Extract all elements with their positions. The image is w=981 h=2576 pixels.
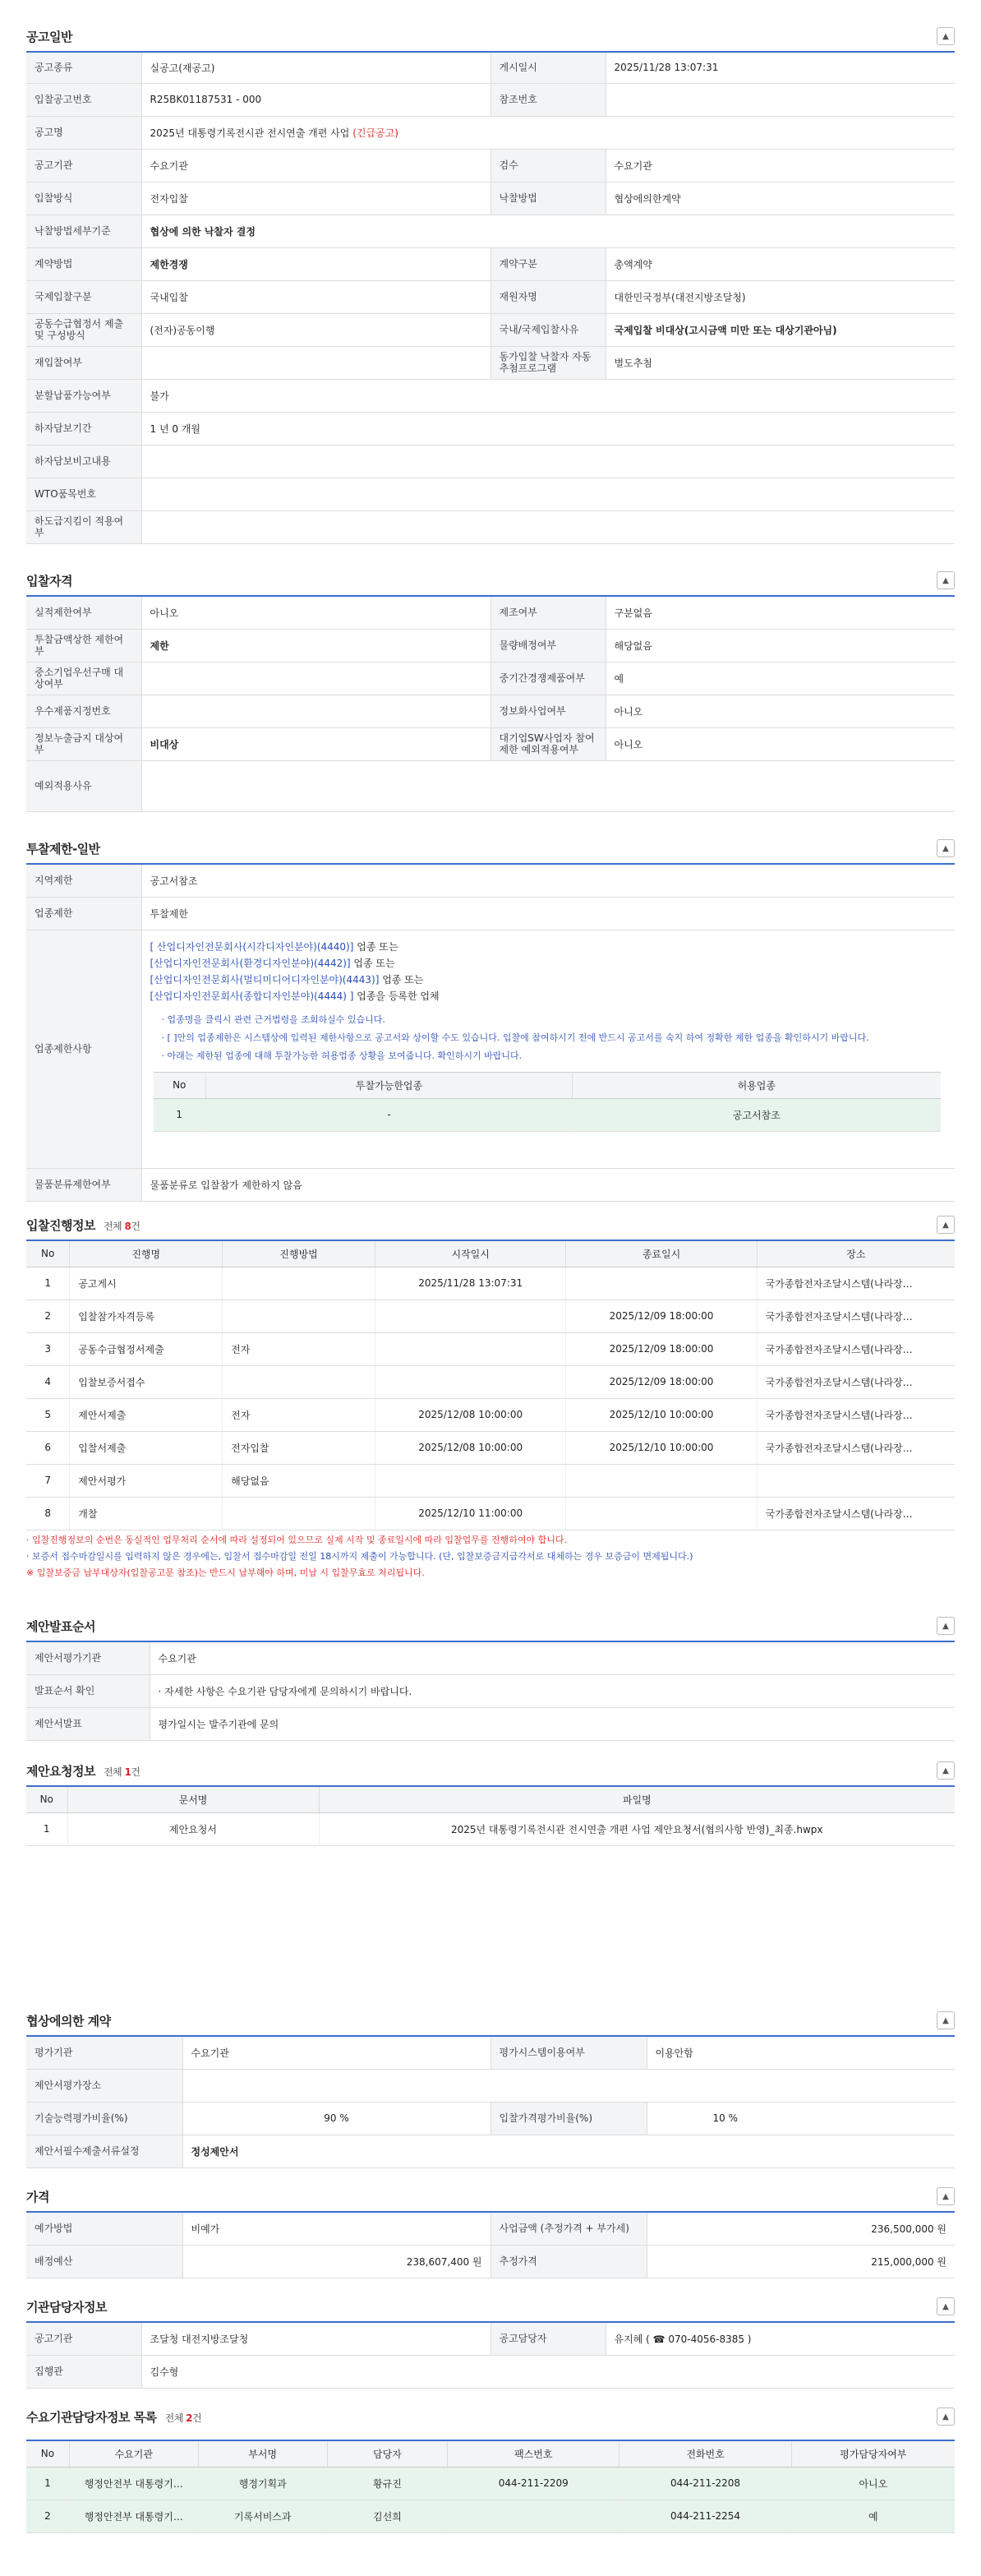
cell: 2025/12/10 10:00:00 (566, 1431, 757, 1464)
label: 게시일시 (490, 52, 606, 83)
col-allowed-industry: 허용업종 (573, 1072, 941, 1098)
cell (375, 1464, 566, 1497)
label: 평가시스템이용여부 (490, 2036, 647, 2069)
value: 236,500,000 원 (647, 2212, 955, 2245)
value: 구분없음 (606, 596, 955, 629)
label: 공고종류 (26, 52, 141, 83)
col-header: 종료일시 (566, 1240, 757, 1267)
value (141, 445, 955, 478)
section-title: 수요기관담당자정보 목록 (26, 2409, 157, 2425)
cell: 2025/12/10 11:00:00 (375, 1497, 566, 1530)
cell (757, 1464, 955, 1497)
col-header: No (26, 1240, 70, 1267)
value: (전자)공동이행 (141, 313, 490, 346)
cell: 제안서제출 (70, 1398, 223, 1431)
industry-suffix: 업종을 등록한 업체 (353, 990, 440, 1002)
kv-row (26, 83, 955, 116)
value: 평가일시는 발주기관에 문의 (150, 1707, 955, 1740)
section-title: 투찰제한-일반 (26, 841, 100, 856)
label: 재입찰여부 (26, 346, 141, 379)
col-header: 수요기관 (69, 2440, 198, 2467)
total-count: 전체 8건 (103, 1220, 140, 1232)
value: 수요기관 (141, 149, 490, 182)
kv-row (26, 727, 955, 760)
cell: 제안서평가 (70, 1464, 223, 1497)
label: 집행관 (26, 2355, 141, 2388)
cell: 2 (26, 1300, 70, 1332)
cell: 입찰참가자격등록 (70, 1300, 223, 1332)
value: 실공고(재공고) (141, 52, 490, 83)
goods-limit-label: 물품분류제한여부 (26, 1168, 141, 1201)
collapse-toggle-icon[interactable]: ▲ (937, 27, 955, 45)
kv-row (26, 280, 955, 313)
value: 김수형 (141, 2355, 955, 2388)
table-row (26, 1398, 955, 1431)
allowed-industry-table (154, 1072, 941, 1132)
value: 조달청 대전지방조달청 (141, 2322, 490, 2355)
cell (566, 1464, 757, 1497)
label: 하자담보기간 (26, 412, 141, 445)
label: 계약방법 (26, 247, 141, 280)
table-row (26, 1365, 955, 1398)
industry-notes (162, 1011, 947, 1065)
cell: 공고게시 (70, 1267, 223, 1300)
section-negotiated-contract (26, 2006, 955, 2168)
section-title: 제안요청정보 (26, 1763, 95, 1779)
value: 국제입찰 비대상(고시금액 미만 또는 대상기관아님) (606, 313, 955, 346)
label: 제조여부 (490, 596, 606, 629)
cell: 2025/11/28 13:07:31 (375, 1267, 566, 1300)
industry-suffix: 업종 또는 (379, 973, 424, 986)
value (182, 2069, 955, 2102)
kv-row (26, 662, 955, 695)
cell (566, 1497, 757, 1530)
note-bullet: · 업종명을 클릭시 관련 근거법령을 조회하실수 있습니다. (161, 1013, 385, 1025)
industry-link[interactable]: [ 산업디자인전문회사(시각디자인분야)(4440)] (150, 940, 354, 953)
cell: 공동수급협정서제출 (70, 1332, 223, 1365)
label: 예외적용사유 (26, 760, 141, 811)
section-bid-restriction (26, 833, 955, 1202)
value: 비예가 (182, 2212, 490, 2245)
cell: - (206, 1098, 573, 1131)
label: 대기업SW사업자 참여제한 예외적용여부 (490, 727, 606, 760)
value (141, 116, 955, 149)
section-title: 공고일반 (26, 29, 72, 44)
cell: 국가종합전자조달시스템(나라장… (757, 1497, 955, 1530)
value: 아니오 (606, 727, 955, 760)
industry-link[interactable]: [산업디자인전문회사(멀티미디어디자인분야)(4443)] (150, 973, 380, 986)
label: 기술능력평가비율(%) (26, 2102, 182, 2135)
kv-row (26, 412, 955, 445)
cell: 전자입찰 (223, 1431, 375, 1464)
file-link[interactable]: 2025년 대통령기록전시관 전시연출 개편 사업 제안요청서(협의사항 반영)_최종.hwpx (319, 1812, 955, 1845)
label: 참조번호 (490, 83, 606, 116)
value (141, 760, 955, 811)
col-bid-industry: 투찰가능한업종 (206, 1072, 573, 1098)
value: 불가 (141, 379, 955, 412)
cell (223, 1300, 375, 1332)
cell: 1 (26, 1267, 70, 1300)
industry-line (150, 972, 947, 988)
kv-row (26, 510, 955, 543)
section-demand-contacts (26, 2402, 955, 2533)
label: 공고기관 (26, 2322, 141, 2355)
cell: 6 (26, 1431, 70, 1464)
table-row (26, 1332, 955, 1365)
price-table (26, 2211, 955, 2278)
kv-row (26, 247, 955, 280)
cell: 3 (26, 1332, 70, 1365)
cell: 044-211-2208 (619, 2467, 791, 2500)
value: 수요기관 (182, 2036, 490, 2069)
cell: 전자 (223, 1332, 375, 1365)
cell: 기록서비스과 (198, 2500, 327, 2532)
label: 분할납품가능여부 (26, 379, 141, 412)
kv-row (26, 182, 955, 215)
contract-table (26, 2035, 955, 2168)
industry-limit-value: 투찰제한 (141, 897, 955, 930)
section-title: 입찰자격 (26, 573, 72, 589)
urgent-badge: (긴급공고) (352, 127, 398, 139)
label: 실적제한여부 (26, 596, 141, 629)
label: 제안서필수제출서류설정 (26, 2135, 182, 2167)
industry-suffix: 업종 또는 (353, 940, 398, 953)
col-header: 평가담당자여부 (791, 2440, 955, 2467)
cell: 아니오 (791, 2467, 955, 2500)
collapse-toggle-icon[interactable]: ▲ (937, 2297, 955, 2315)
industry-link[interactable]: [산업디자인전문회사(환경디자인분야)(4442)] (150, 957, 351, 969)
label: 입찰가격평가비율(%) (490, 2102, 647, 2135)
table-row (26, 2467, 955, 2500)
cell: 국가종합전자조달시스템(나라장… (757, 1267, 955, 1300)
progress-note: ※ 입찰보증금 납부대상자(입찰공고문 참조)는 반드시 납부해야 하며, 미납 시 입찰무효로 처리됩니다. (26, 1567, 425, 1578)
collapse-toggle-icon[interactable]: ▲ (937, 2011, 955, 2029)
cell: 1 (26, 1812, 67, 1845)
cell: 4 (26, 1365, 70, 1398)
table-row (26, 1497, 955, 1530)
label: WTO품목번호 (26, 478, 141, 510)
collapse-toggle-icon[interactable]: ▲ (937, 571, 955, 589)
region-limit-value: 공고서참조 (141, 864, 955, 897)
cell: 044-211-2254 (619, 2500, 791, 2532)
table-row (26, 1300, 955, 1332)
col-header: 진행명 (70, 1240, 223, 1267)
cell (375, 1365, 566, 1398)
progress-notes (26, 1532, 955, 1581)
section-title: 가격 (26, 2189, 49, 2204)
industry-suffix: 업종 또는 (350, 957, 395, 969)
label: 하자담보비고내용 (26, 445, 141, 478)
value: 대한민국정부(대전지방조달청) (606, 280, 955, 313)
kv-row (26, 760, 955, 811)
label: 낙찰방법 (490, 182, 606, 215)
cell: 행정안전부 대통령기… (69, 2467, 198, 2500)
progress-table (26, 1240, 955, 1530)
col-no: No (26, 1786, 67, 1812)
collapse-toggle-icon[interactable]: ▲ (937, 839, 955, 857)
label: 정보누출금지 대상여부 (26, 727, 141, 760)
label: 중소기업우선구매 대상여부 (26, 662, 141, 695)
table-row (26, 1464, 955, 1497)
col-file-name: 파일명 (319, 1786, 955, 1812)
total-count: 전체 2건 (164, 2412, 202, 2424)
value: 협상에 의한 낙찰자 결정 (141, 215, 955, 247)
progress-note: · 입찰진행정보의 순번은 동실적인 업무처리 순서에 따라 설정되어 있으므로 실제 시작 및 종료일시에 따라 입찰업무를 진행하여야 합니다. (26, 1534, 567, 1545)
cell: 개찰 (70, 1497, 223, 1530)
value: 이용안함 (647, 2036, 955, 2069)
proposal-file-table (26, 1785, 955, 1846)
kv-row (26, 445, 955, 478)
label: 발표순서 확인 (26, 1674, 150, 1707)
value: 아니오 (606, 695, 955, 727)
label: 제안서발표 (26, 1707, 150, 1740)
value: 수요기관 (606, 149, 955, 182)
kv-row (26, 346, 955, 379)
value: 정성제안서 (182, 2135, 955, 2167)
label: 제안서평가장소 (26, 2069, 182, 2102)
kv-row (26, 478, 955, 510)
cell (223, 1267, 375, 1300)
cell: 행정안전부 대통령기… (69, 2500, 198, 2532)
value: 국내입찰 (141, 280, 490, 313)
qualification-table (26, 595, 955, 812)
progress-note: · 보증서 접수마감일시를 입력하지 않은 경우에는, 입찰서 접수마감일 전일 18시까지 제출이 가능합니다. (단, 입찰보증금지급각서로 대체하는 경우 보증금이 면제됩니다.) (26, 1550, 693, 1562)
label: 공고명 (26, 116, 141, 149)
cell: 2025/12/08 10:00:00 (375, 1431, 566, 1464)
label: 공고담당자 (490, 2322, 606, 2355)
kv-row (26, 116, 955, 149)
col-no: No (154, 1072, 206, 1098)
value: R25BK01187531 - 000 (141, 83, 490, 116)
industry-line (150, 939, 947, 955)
value: 협상에의한계약 (606, 182, 955, 215)
cell: 국가종합전자조달시스템(나라장… (757, 1431, 955, 1464)
value: 아니오 (141, 596, 490, 629)
col-doc-name: 문서명 (67, 1786, 319, 1812)
kv-row (26, 52, 955, 83)
cell: 044-211-2209 (448, 2467, 619, 2500)
table-row (26, 1431, 955, 1464)
cell: 국가종합전자조달시스템(나라장… (757, 1300, 955, 1332)
cell: 제안요청서 (67, 1812, 319, 1845)
cell (375, 1332, 566, 1365)
total-count: 전체 1건 (103, 1766, 140, 1778)
value: 제한 (141, 629, 490, 662)
cell: 2025/12/09 18:00:00 (566, 1300, 757, 1332)
table-row (26, 1267, 955, 1300)
kv-row (26, 629, 955, 662)
col-header: 진행방법 (223, 1240, 375, 1267)
value: 예 (606, 662, 955, 695)
label: 우수제품지정번호 (26, 695, 141, 727)
cell: 8 (26, 1497, 70, 1530)
label: 하도급지킴이 적용여부 (26, 510, 141, 543)
cell: 2025/12/08 10:00:00 (375, 1398, 566, 1431)
value: 1 년 0 개월 (141, 412, 955, 445)
label: 물량배정여부 (490, 629, 606, 662)
section-title: 입찰진행정보 (26, 1217, 95, 1233)
cell: 행정기획과 (198, 2467, 327, 2500)
label: 배정예산 (26, 2245, 182, 2278)
label: 입찰방식 (26, 182, 141, 215)
collapse-toggle-icon[interactable]: ▲ (937, 1617, 955, 1635)
section-price (26, 2181, 955, 2278)
section-bid-qualification (26, 566, 955, 812)
value: 수요기관 (150, 1641, 955, 1674)
cell: 김선희 (327, 2500, 447, 2532)
value: 별도추첨 (606, 346, 955, 379)
section-bid-progress (26, 1210, 955, 1581)
value: 총액계약 (606, 247, 955, 280)
presentation-table (26, 1641, 955, 1741)
label: 공동수급협정서 제출 및 구성방식 (26, 313, 141, 346)
cell: 입찰보증서접수 (70, 1365, 223, 1398)
col-header: 장소 (757, 1240, 955, 1267)
kv-row (26, 149, 955, 182)
cell: 1 (26, 2467, 69, 2500)
label: 정보화사업여부 (490, 695, 606, 727)
value (141, 695, 490, 727)
cell: 5 (26, 1398, 70, 1431)
cell: 2025/12/09 18:00:00 (566, 1365, 757, 1398)
table-row (26, 2500, 955, 2532)
cell: 7 (26, 1464, 70, 1497)
cell: 2025/12/09 18:00:00 (566, 1332, 757, 1365)
label: 예가방법 (26, 2212, 182, 2245)
kv-row (26, 313, 955, 346)
col-header: 팩스번호 (448, 2440, 619, 2467)
label: 재원자명 (490, 280, 606, 313)
industry-limit-label: 업종제한 (26, 897, 141, 930)
col-header: 부서명 (198, 2440, 327, 2467)
industry-list (150, 939, 947, 1004)
value (141, 510, 955, 543)
value: · 자세한 사항은 수요기관 담당자에게 문의하시기 바랍니다. (150, 1674, 955, 1707)
cell: 황규진 (327, 2467, 447, 2500)
label: 공고기관 (26, 149, 141, 182)
cell: 예 (791, 2500, 955, 2532)
cell (223, 1365, 375, 1398)
label: 중기간경쟁제품여부 (490, 662, 606, 695)
section-title: 제안발표순서 (26, 1618, 95, 1634)
collapse-toggle-icon[interactable]: ▲ (937, 2187, 955, 2205)
cell (566, 1267, 757, 1300)
label: 평가기관 (26, 2036, 182, 2069)
section-agency-contact (26, 2292, 955, 2389)
industry-line (150, 988, 947, 1004)
label: 추정가격 (490, 2245, 647, 2278)
label: 낙찰방법세부기준 (26, 215, 141, 247)
cell (223, 1497, 375, 1530)
col-header: 담당자 (327, 2440, 447, 2467)
value (606, 83, 955, 116)
cell (448, 2500, 619, 2532)
value: 215,000,000 원 (647, 2245, 955, 2278)
cell: 2025/12/10 10:00:00 (566, 1398, 757, 1431)
value (141, 662, 490, 695)
value: 238,607,400 원 (182, 2245, 490, 2278)
label: 입찰공고번호 (26, 83, 141, 116)
industry-restriction-label: 업종제한사항 (26, 930, 141, 1168)
notice-name: 2025년 대통령기록전시관 전시연출 개편 사업 (150, 127, 350, 139)
col-header: No (26, 2440, 69, 2467)
kv-row (26, 215, 955, 247)
label: 계약구분 (490, 247, 606, 280)
cell: 해당없음 (223, 1464, 375, 1497)
cell (375, 1300, 566, 1332)
value (141, 346, 490, 379)
collapse-toggle-icon[interactable]: ▲ (937, 1216, 955, 1234)
cell: 1 (154, 1098, 206, 1131)
value: 2025/11/28 13:07:31 (606, 52, 955, 83)
note-bullet: · 아래는 제한된 업종에 대해 투찰가능한 허용업종 상황을 보여줍니다. 확인하시기 바랍니다. (161, 1050, 523, 1061)
value (141, 478, 955, 510)
collapse-toggle-icon[interactable]: ▲ (937, 1761, 955, 1780)
value: 10 % (647, 2102, 955, 2135)
section-proposal-request (26, 1756, 955, 1846)
section-title: 협상에의한 계약 (26, 2013, 111, 2029)
cell: 2 (26, 2500, 69, 2532)
industry-link[interactable]: [산업디자인전문회사(종합디자인분야)(4444) ] (150, 990, 354, 1002)
label: 검수 (490, 149, 606, 182)
label: 국내/국제입찰사유 (490, 313, 606, 346)
section-title: 기관담당자정보 (26, 2299, 107, 2315)
cell: 전자 (223, 1398, 375, 1431)
goods-limit-value: 물품분류로 입찰참가 제한하지 않음 (141, 1168, 955, 1201)
region-limit-label: 지역제한 (26, 864, 141, 897)
label: 투찰금액상한 제한여부 (26, 629, 141, 662)
note-bullet: · [ ]안의 업종제한은 시스템상에 입력된 제한사항으로 공고서와 상이할 수도 있습니다. 입찰에 참여하시기 전에 반드시 공고서를 숙지 하여 정확한 제한 업종을 확인하시기 바랍니다. (161, 1032, 869, 1043)
demand-contact-table (26, 2440, 955, 2533)
industry-line (150, 955, 947, 972)
label: 국제입찰구분 (26, 280, 141, 313)
label: 제안서평가기관 (26, 1641, 150, 1674)
cell: 국가종합전자조달시스템(나라장… (757, 1332, 955, 1365)
agency-contact-table (26, 2321, 955, 2389)
label: 사업금액 (추정가격 + 부가세) (490, 2212, 647, 2245)
value: 제한경쟁 (141, 247, 490, 280)
value: 90 % (182, 2102, 490, 2135)
collapse-toggle-icon[interactable]: ▲ (937, 2407, 955, 2426)
cell: 입찰서제출 (70, 1431, 223, 1464)
col-header: 시작일시 (375, 1240, 566, 1267)
label: 동가입찰 낙찰자 자동추첨프로그램 (490, 346, 606, 379)
kv-row (26, 695, 955, 727)
section-presentation-order (26, 1611, 955, 1741)
value: 해당없음 (606, 629, 955, 662)
cell: 국가종합전자조달시스템(나라장… (757, 1398, 955, 1431)
cell: 국가종합전자조달시스템(나라장… (757, 1365, 955, 1398)
kv-row (26, 596, 955, 629)
value: 비대상 (141, 727, 490, 760)
notice-general-table (26, 51, 955, 544)
section-notice-general (26, 21, 955, 544)
value: 전자입찰 (141, 182, 490, 215)
value: 유지혜 ( ☎ 070-4056-8385 ) (606, 2322, 955, 2355)
cell: 공고서참조 (573, 1098, 941, 1131)
kv-row (26, 379, 955, 412)
col-header: 전화번호 (619, 2440, 791, 2467)
